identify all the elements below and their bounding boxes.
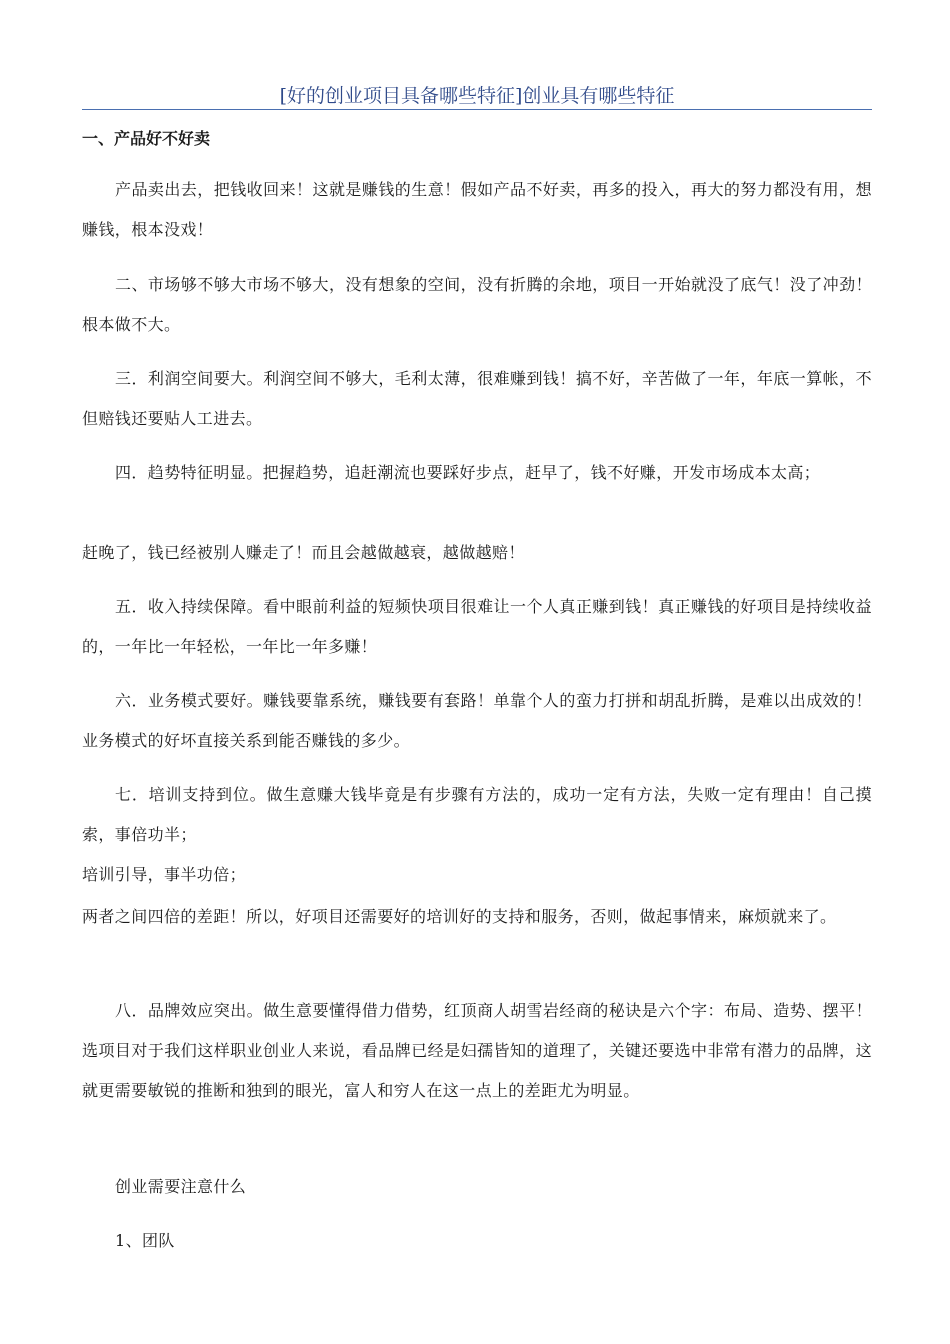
paragraph-7c: 两者之间四倍的差距！所以，好项目还需要好的培训好的支持和服务，否则，做起事情来，麻烦就来了。 bbox=[82, 907, 837, 926]
paragraph-6: 六．业务模式要好。赚钱要靠系统，赚钱要有套路！单靠个人的蛮力打拼和胡乱折腾，是难以出成效的！业务模式的好坏直接关系到能否赚钱的多少。 bbox=[82, 691, 872, 750]
document-title: [好的创业项目具备哪些特征]创业具有哪些特征 bbox=[279, 85, 675, 107]
paragraph-1: 产品卖出去，把钱收回来！这就是赚钱的生意！假如产品不好卖，再多的投入，再大的努力都没有用，想赚钱，根本没戏！ bbox=[82, 180, 872, 239]
paragraph-8: 八．品牌效应突出。做生意要懂得借力借势，红顶商人胡雪岩经商的秘诀是六个字：布局、造势、摆平！选项目对于我们这样职业创业人来说，看品牌已经是妇孺皆知的道理了，关键还要选中非常有潜力的品牌，这就更需要敏锐的推断和独到的眼光，富人和穷人在这一点上的差距尤为明显。 bbox=[82, 1001, 872, 1100]
paragraph-3: 三．利润空间要大。利润空间不够大，毛利太薄，很难赚到钱！搞不好，辛苦做了一年，年底一算帐，不但赔钱还要贴人工进去。 bbox=[82, 369, 872, 428]
paragraph-7b: 培训引导，事半功倍； bbox=[82, 865, 247, 884]
paragraph-10: 1、团队 bbox=[115, 1231, 175, 1250]
title-underline bbox=[82, 109, 872, 110]
paragraph-4a: 四．趋势特征明显。把握趋势，追赶潮流也要踩好步点，赶早了，钱不好赚，开发市场成本太高； bbox=[115, 463, 821, 482]
paragraph-7a: 七．培训支持到位。做生意赚大钱毕竟是有步骤有方法的，成功一定有方法，失败一定有理由！自己摸索，事倍功半； bbox=[82, 785, 872, 844]
paragraph-5: 五．收入持续保障。看中眼前利益的短频快项目很难让一个人真正赚到钱！真正赚钱的好项目是持续收益的，一年比一年轻松，一年比一年多赚！ bbox=[82, 597, 872, 656]
paragraph-4b: 赶晚了，钱已经被别人赚走了！而且会越做越衰，越做越赔！ bbox=[82, 543, 525, 562]
paragraph-2: 二、市场够不够大市场不够大，没有想象的空间，没有折腾的余地，项目一开始就没了底气！没了冲劲！根本做不大。 bbox=[82, 275, 872, 334]
paragraph-9: 创业需要注意什么 bbox=[115, 1177, 247, 1196]
section-heading: 一、产品好不好卖 bbox=[82, 129, 211, 148]
